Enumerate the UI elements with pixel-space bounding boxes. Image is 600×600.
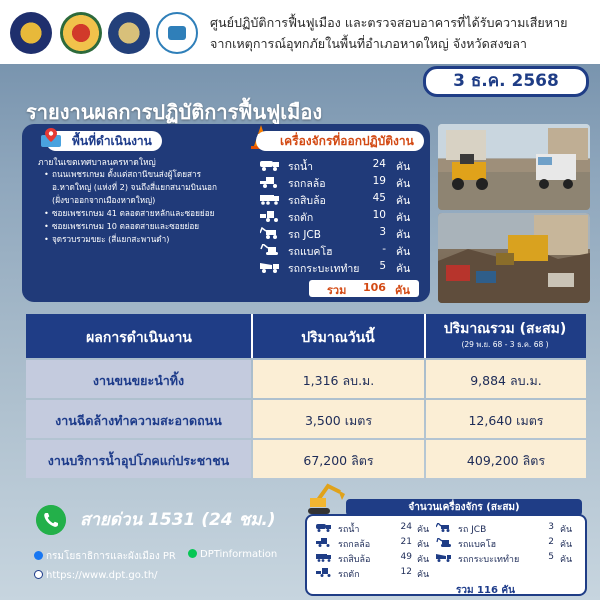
globe-icon [34, 570, 43, 579]
table-cell-cumulative: 9,884 ลบ.ม. [470, 373, 542, 388]
area-list-item: • จุดรวบรวมขยะ (สี่แยกสะพานดำ) [44, 233, 244, 246]
machinery-name: รถสิบล้อ [288, 195, 326, 207]
machinery-title: เครื่องจักรที่ออกปฏิบัติงาน [256, 131, 424, 151]
ten-wheel-truck-icon [316, 553, 332, 562]
facebook-label: กรมโยธาธิการและผังเมือง PR [46, 551, 176, 562]
cumulative-name: รถกระบะเททำย [458, 555, 520, 565]
wheel-loader-icon [316, 538, 332, 547]
machinery-total [309, 280, 419, 297]
cumulative-row [436, 551, 582, 565]
column-header-task: ผลการดำเนินงาน [86, 330, 192, 346]
machinery-row [258, 259, 426, 276]
cumulative-row [316, 536, 446, 550]
phone-icon [36, 505, 66, 535]
cumulative-name: รถ JCB [458, 525, 487, 535]
cumulative-unit: คัน [417, 525, 430, 535]
cumulative-unit: คัน [560, 525, 573, 535]
machinery-count: 10 [372, 209, 386, 221]
area-list-item: (ฝั่งขาออกจากเมืองหาดใหญ่) [52, 195, 156, 205]
column-header-today: ปริมาณวันนี้ [301, 330, 375, 346]
machinery-row [258, 208, 426, 225]
province-emblem-icon [60, 12, 102, 54]
field-photo-debris [438, 213, 590, 303]
cumulative-name: รถน้ำ [338, 525, 360, 535]
website-link[interactable] [34, 570, 158, 581]
ten-wheel-truck-icon [260, 193, 280, 205]
jcb-icon [436, 523, 452, 532]
machinery-row [258, 157, 426, 174]
cumulative-count: 21 [400, 537, 412, 547]
date-badge: 3 ธ.ค. 2568 [423, 66, 589, 97]
machinery-total-value: 106 [363, 281, 386, 294]
cumulative-row [436, 521, 582, 535]
wheel-loader-icon [260, 176, 280, 188]
area-title: พื้นที่ดำเนินงาน [46, 131, 162, 151]
column-divider [424, 314, 426, 358]
dump-truck-icon [436, 553, 452, 562]
machinery-count: - [382, 243, 386, 255]
machinery-name: รถกระบะเททำย [288, 263, 360, 275]
machinery-unit: คัน [396, 195, 411, 207]
machinery-total-unit: คัน [395, 284, 410, 297]
hotline-text: สายด่วน 1531 (24 ชม.) [80, 510, 276, 530]
machinery-name: รถ JCB [288, 229, 321, 241]
machinery-count: 24 [372, 158, 386, 170]
dump-truck-icon [260, 261, 280, 273]
machinery-unit: คัน [396, 212, 411, 224]
line-label: DPTinformation [200, 549, 278, 560]
machinery-row [258, 174, 426, 191]
loader-icon [260, 210, 280, 222]
cumulative-name: รถตัก [338, 570, 360, 580]
water-truck-icon [316, 523, 332, 532]
machinery-row [258, 191, 426, 208]
table-cell-today: 3,500 เมตร [304, 413, 373, 428]
cumulative-unit: คัน [417, 570, 430, 580]
column-header-period: (29 พ.ย. 68 - 3 ธ.ค. 68 ) [461, 340, 549, 349]
machinery-count: 3 [379, 226, 386, 238]
header-line-1: ศูนย์ปฏิบัติการฟื้นฟูเมือง และตรวจสอบอาคารที่ได้รับความเสียหาย [210, 15, 568, 30]
cumulative-unit: คัน [560, 540, 573, 550]
table-row [26, 360, 586, 398]
machinery-list [258, 157, 426, 276]
header-line-2: จากเหตุการณ์อุทกภัยในพื้นที่อำเภอหาดใหญ่ จังหวัดสงขลา [210, 36, 528, 51]
cumulative-name: รถกลล้อ [338, 540, 371, 550]
jcb-icon [260, 227, 280, 239]
machinery-unit: คัน [396, 263, 411, 275]
column-divider [251, 314, 253, 358]
table-cell-today: 1,316 ลบ.ม. [302, 373, 375, 388]
area-list-item: • ซอยเพชรเกษม 10 ตลอดสายและซอยย่อย [44, 220, 244, 233]
machinery-unit: คัน [396, 229, 411, 241]
machinery-unit: คัน [396, 246, 411, 258]
facebook-link[interactable] [34, 549, 176, 564]
machinery-count: 19 [372, 175, 386, 187]
machinery-unit: คัน [396, 161, 411, 173]
cumulative-row [316, 551, 446, 565]
area-list-item: • ถนนเพชรเกษม ตั้งแต่สถานีขนส่งผู้โดยสาร [44, 168, 244, 181]
ministry-emblem-icon [10, 12, 52, 54]
map-pin-icon [40, 127, 62, 149]
facebook-icon [34, 551, 43, 560]
table-row [26, 440, 586, 478]
header [0, 0, 600, 64]
machinery-count: 5 [379, 260, 386, 272]
line-link[interactable] [188, 549, 277, 560]
table-cell-today: 67,200 ลิตร [303, 453, 374, 468]
area-list-item: อ.หาดใหญ่ (แห่งที่ 2) จนถึงสี่แยกสนามบินนอก [52, 182, 217, 192]
cumulative-count: 12 [400, 567, 412, 577]
cumulative-name: รถสิบล้อ [338, 555, 371, 565]
machinery-row [258, 225, 426, 242]
backhoe-icon [260, 244, 280, 256]
cumulative-unit: คัน [417, 540, 430, 550]
machinery-row [258, 242, 426, 259]
cumulative-count: 49 [400, 552, 412, 562]
machinery-count: 45 [372, 192, 386, 204]
center-logo-icon [156, 12, 198, 54]
machinery-name: รถแบคโฮ [288, 246, 333, 258]
table-cell-task: งานขนขยะนำทิ้ง [92, 373, 185, 388]
column-header-cumulative: ปริมาณรวม (สะสม) [443, 321, 567, 337]
machinery-total-label: รวม [327, 284, 347, 297]
page-title: รายงานผลการปฏิบัติการฟื้นฟูเมือง [26, 100, 323, 124]
machinery-name: รถตัก [288, 212, 314, 224]
area-list-item: • ซอยเพชรเกษม 41 ตลอดสายหลักและซอยย่อย [44, 207, 244, 220]
table-cell-task: งานบริการน้ำอุปโภคแก่ประชาชน [47, 453, 230, 468]
loader-icon [316, 568, 332, 577]
cumulative-unit: คัน [417, 555, 430, 565]
cumulative-row [436, 536, 582, 550]
cumulative-count: 2 [548, 537, 554, 547]
machinery-unit: คัน [396, 178, 411, 190]
machinery-name: รถกลล้อ [288, 178, 326, 190]
backhoe-icon [436, 538, 452, 547]
line-icon [188, 549, 197, 558]
excavator-icon [306, 482, 346, 516]
area-list [44, 168, 244, 246]
cumulative-count: 24 [400, 522, 412, 532]
website-label: https://www.dpt.go.th/ [46, 570, 158, 581]
cumulative-unit: คัน [560, 555, 573, 565]
results-table-header [26, 314, 586, 358]
table-cell-cumulative: 409,200 ลิตร [466, 453, 546, 468]
cumulative-row [316, 566, 446, 580]
cumulative-count: 3 [548, 522, 554, 532]
cumulative-name: รถแบคโฮ [458, 540, 497, 550]
table-row [26, 400, 586, 438]
table-cell-task: งานฉีดล้างทำความสะอาดถนน [55, 413, 222, 428]
water-truck-icon [260, 159, 280, 171]
cumulative-count: 5 [548, 552, 554, 562]
machinery-name: รถน้ำ [288, 161, 314, 173]
cumulative-total: รวม 116 คัน [456, 585, 515, 596]
cumulative-machinery-title: จำนวนเครื่องจักร (สะสม) [346, 499, 582, 516]
cumulative-row [316, 521, 446, 535]
area-intro: ภายในเขตเทศบาลนครหาดใหญ่ [38, 158, 156, 168]
table-cell-cumulative: 12,640 เมตร [468, 413, 544, 428]
department-emblem-icon [108, 12, 150, 54]
field-photo-loader [438, 124, 590, 210]
